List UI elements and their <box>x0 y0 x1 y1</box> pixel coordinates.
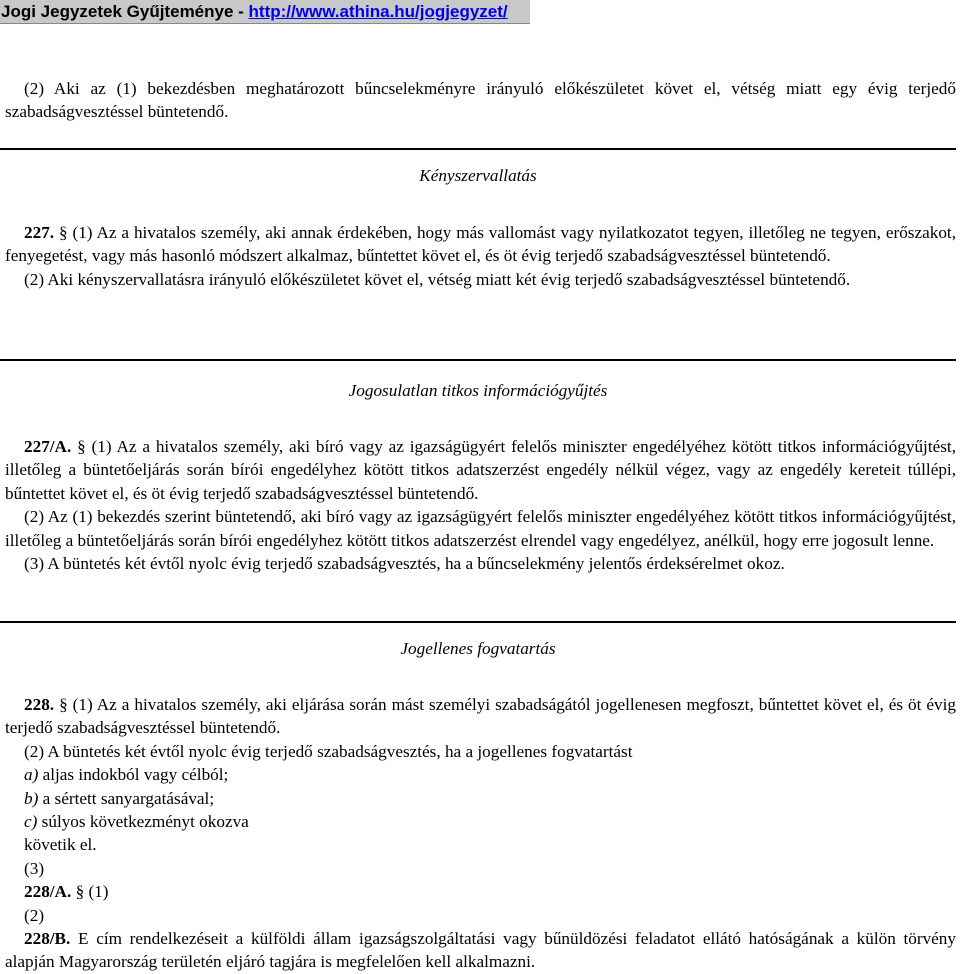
s228b-number: 228/B. <box>24 929 71 949</box>
s228b-paragraph: 228/B. E cím rendelkezéseit a külföldi állam igazságszolgáltatási vagy bűnüldözési feladatot ellátó hatóságának a külön törvény alapján Magyarország területén eljáró tagjára is megfelelően kell alkalmazni. <box>5 929 956 972</box>
s228a-paragraph-1: 228/A. § (1) <box>24 882 109 902</box>
section-227 <box>5 221 956 291</box>
header-link[interactable]: http://www.athina.hu/jogjegyzet/ <box>248 2 508 21</box>
header-title: Jogi Jegyzetek Gyűjteménye - <box>1 2 249 21</box>
section-divider <box>0 621 956 623</box>
section-divider <box>0 148 956 150</box>
s228-tail: követik el. <box>24 835 97 855</box>
s227a-number: 227/A. <box>24 437 72 456</box>
section-228 <box>5 693 956 974</box>
s228-item-c: c) súlyos következményt okozva <box>24 812 249 832</box>
s227-paragraph-2: (2) Aki kényszervallatásra irányuló előkészületet követ el, vétség miatt két évig terjedő szabadságvesztéssel büntetendő. <box>24 269 851 289</box>
section-title-228: Jogellenes fogvatartás <box>400 639 556 658</box>
s228a-paragraph-2: (2) <box>24 905 45 925</box>
s228-item-a: a) aljas indokból vagy célból; <box>24 765 229 785</box>
s227a-paragraph-2: (2) Az (1) bekezdés szerint büntetendő, aki bíró vagy az igazságügyért felelős miniszter engedélyéhez kötött titkos információgyűjtést, illetőleg a büntetőeljárás során bírói engedélyhez kötött titkos adatszerzést elrendel vagy engedélyez, anélkül, hogy erre jogosult lenne. <box>5 507 956 550</box>
s228-number: 228. <box>24 695 55 714</box>
section-title-227a: Jogosulatlan titkos információgyűjtés <box>348 381 608 400</box>
page-header <box>0 0 530 24</box>
s228-paragraph-3: (3) <box>24 858 45 878</box>
section-227a <box>5 435 956 575</box>
s228-paragraph-2: (2) A büntetés két évtől nyolc évig terjedő szabadságvesztés, ha a jogellenes fogvatartást <box>24 741 633 761</box>
intro-paragraph-2: (2) Aki az (1) bekezdésben meghatározott bűncselekményre irányuló előkészületet követ el, vétség miatt egy évig terjedő szabadságvesztéssel büntetendő. <box>5 79 956 122</box>
s227-paragraph-1: 227. § (1) Az a hivatalos személy, aki annak érdekében, hogy más vallomást vagy nyilatkozatot tegyen, illetőleg ne tegyen, erőszakot, fenyegetést, vagy más hasonló módszert alkalmaz, bűntettet követ el, és öt évig terjedő szabadságvesztéssel büntetendő. <box>5 223 956 266</box>
s227a-paragraph-1: 227/A. § (1) Az a hivatalos személy, aki bíró vagy az igazságügyért felelős miniszter engedélyéhez kötött titkos információgyűjtést, illetőleg a büntetőeljárás során bírói engedélyhez kötött titkos adatszerzést engedély nélkül végez, vagy az engedély kereteit túllépi, bűntettet követ el, és öt évig terjedő szabadságvesztéssel büntetendő. <box>5 437 956 503</box>
section-divider <box>0 359 956 361</box>
s228a-number: 228/A. <box>24 882 72 902</box>
s228-item-b: b) a sértett sanyargatásával; <box>24 788 215 808</box>
s227-number: 227. <box>24 223 55 242</box>
s228-paragraph-1: 228. § (1) Az a hivatalos személy, aki eljárása során mást személyi szabadságától jogellenesen megfoszt, bűntettet követ el, és öt évig terjedő szabadságvesztéssel büntetendő. <box>5 695 956 738</box>
section-title-227: Kényszervallatás <box>419 166 537 185</box>
s227a-paragraph-3: (3) A büntetés két évtől nyolc évig terjedő szabadságvesztés, ha a bűncselekmény jelentős érdeksérelmet okoz. <box>24 554 785 574</box>
intro-block <box>5 77 956 124</box>
